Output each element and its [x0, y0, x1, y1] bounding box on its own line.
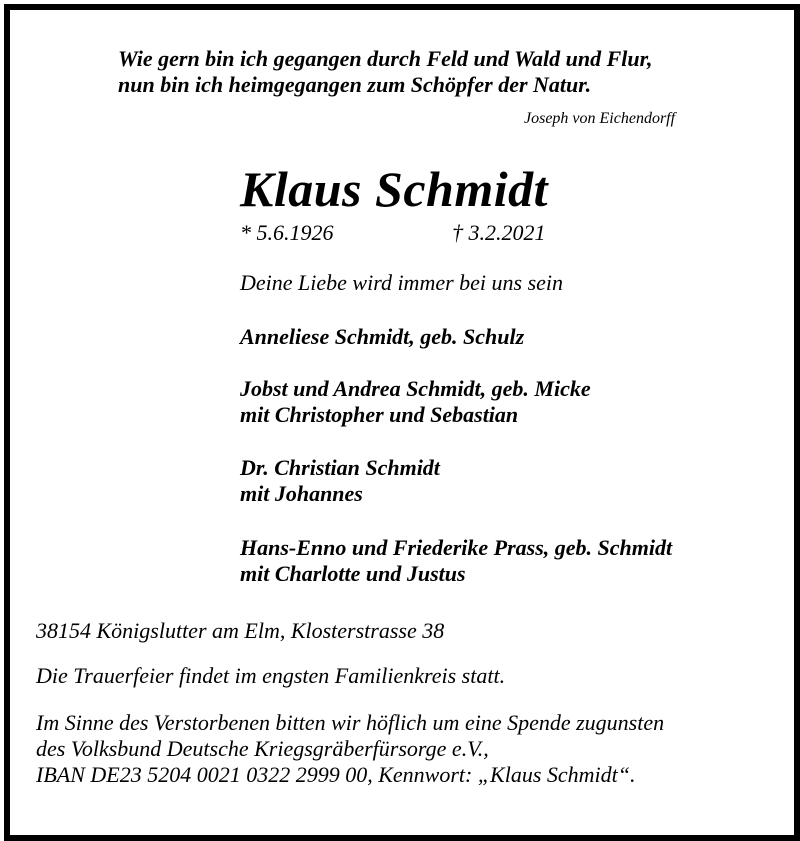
- deceased-name: Klaus Schmidt: [240, 161, 548, 217]
- address: 38154 Königslutter am Elm, Klosterstrasse 38: [36, 618, 445, 643]
- death-date: † 3.2.2021: [452, 220, 546, 245]
- mourner-2-line-2: mit Christopher und Sebastian: [240, 402, 519, 427]
- donation-line-2: des Volksbund Deutsche Kriegsgräberfürsorge e.V.,: [36, 736, 489, 761]
- mourner-4-line-2: mit Charlotte und Justus: [240, 561, 466, 586]
- mourner-3-line-1: Dr. Christian Schmidt: [240, 455, 440, 480]
- mourner-1: Anneliese Schmidt, geb. Schulz: [240, 324, 525, 349]
- quote-line-2: nun bin ich heimgegangen zum Schöpfer der Natur.: [118, 72, 592, 97]
- donation-line-3: IBAN DE23 5204 0021 0322 2999 00, Kennwort: „Klaus Schmidt“.: [36, 762, 636, 787]
- mourner-3-line-2: mit Johannes: [240, 481, 363, 506]
- mourner-2-line-1: Jobst und Andrea Schmidt, geb. Micke: [240, 376, 591, 401]
- ceremony-note: Die Trauerfeier findet im engsten Familienkreis statt.: [36, 663, 506, 688]
- donation-line-1: Im Sinne des Verstorbenen bitten wir höflich um eine Spende zugunsten: [36, 710, 665, 735]
- motto: Deine Liebe wird immer bei uns sein: [240, 270, 564, 295]
- quote-line-1: Wie gern bin ich gegangen durch Feld und Wald und Flur,: [118, 46, 653, 71]
- birth-date: * 5.6.1926: [240, 220, 334, 245]
- quote-author: Joseph von Eichendorff: [524, 110, 676, 127]
- mourner-4-line-1: Hans-Enno und Friederike Prass, geb. Schmidt: [240, 535, 673, 560]
